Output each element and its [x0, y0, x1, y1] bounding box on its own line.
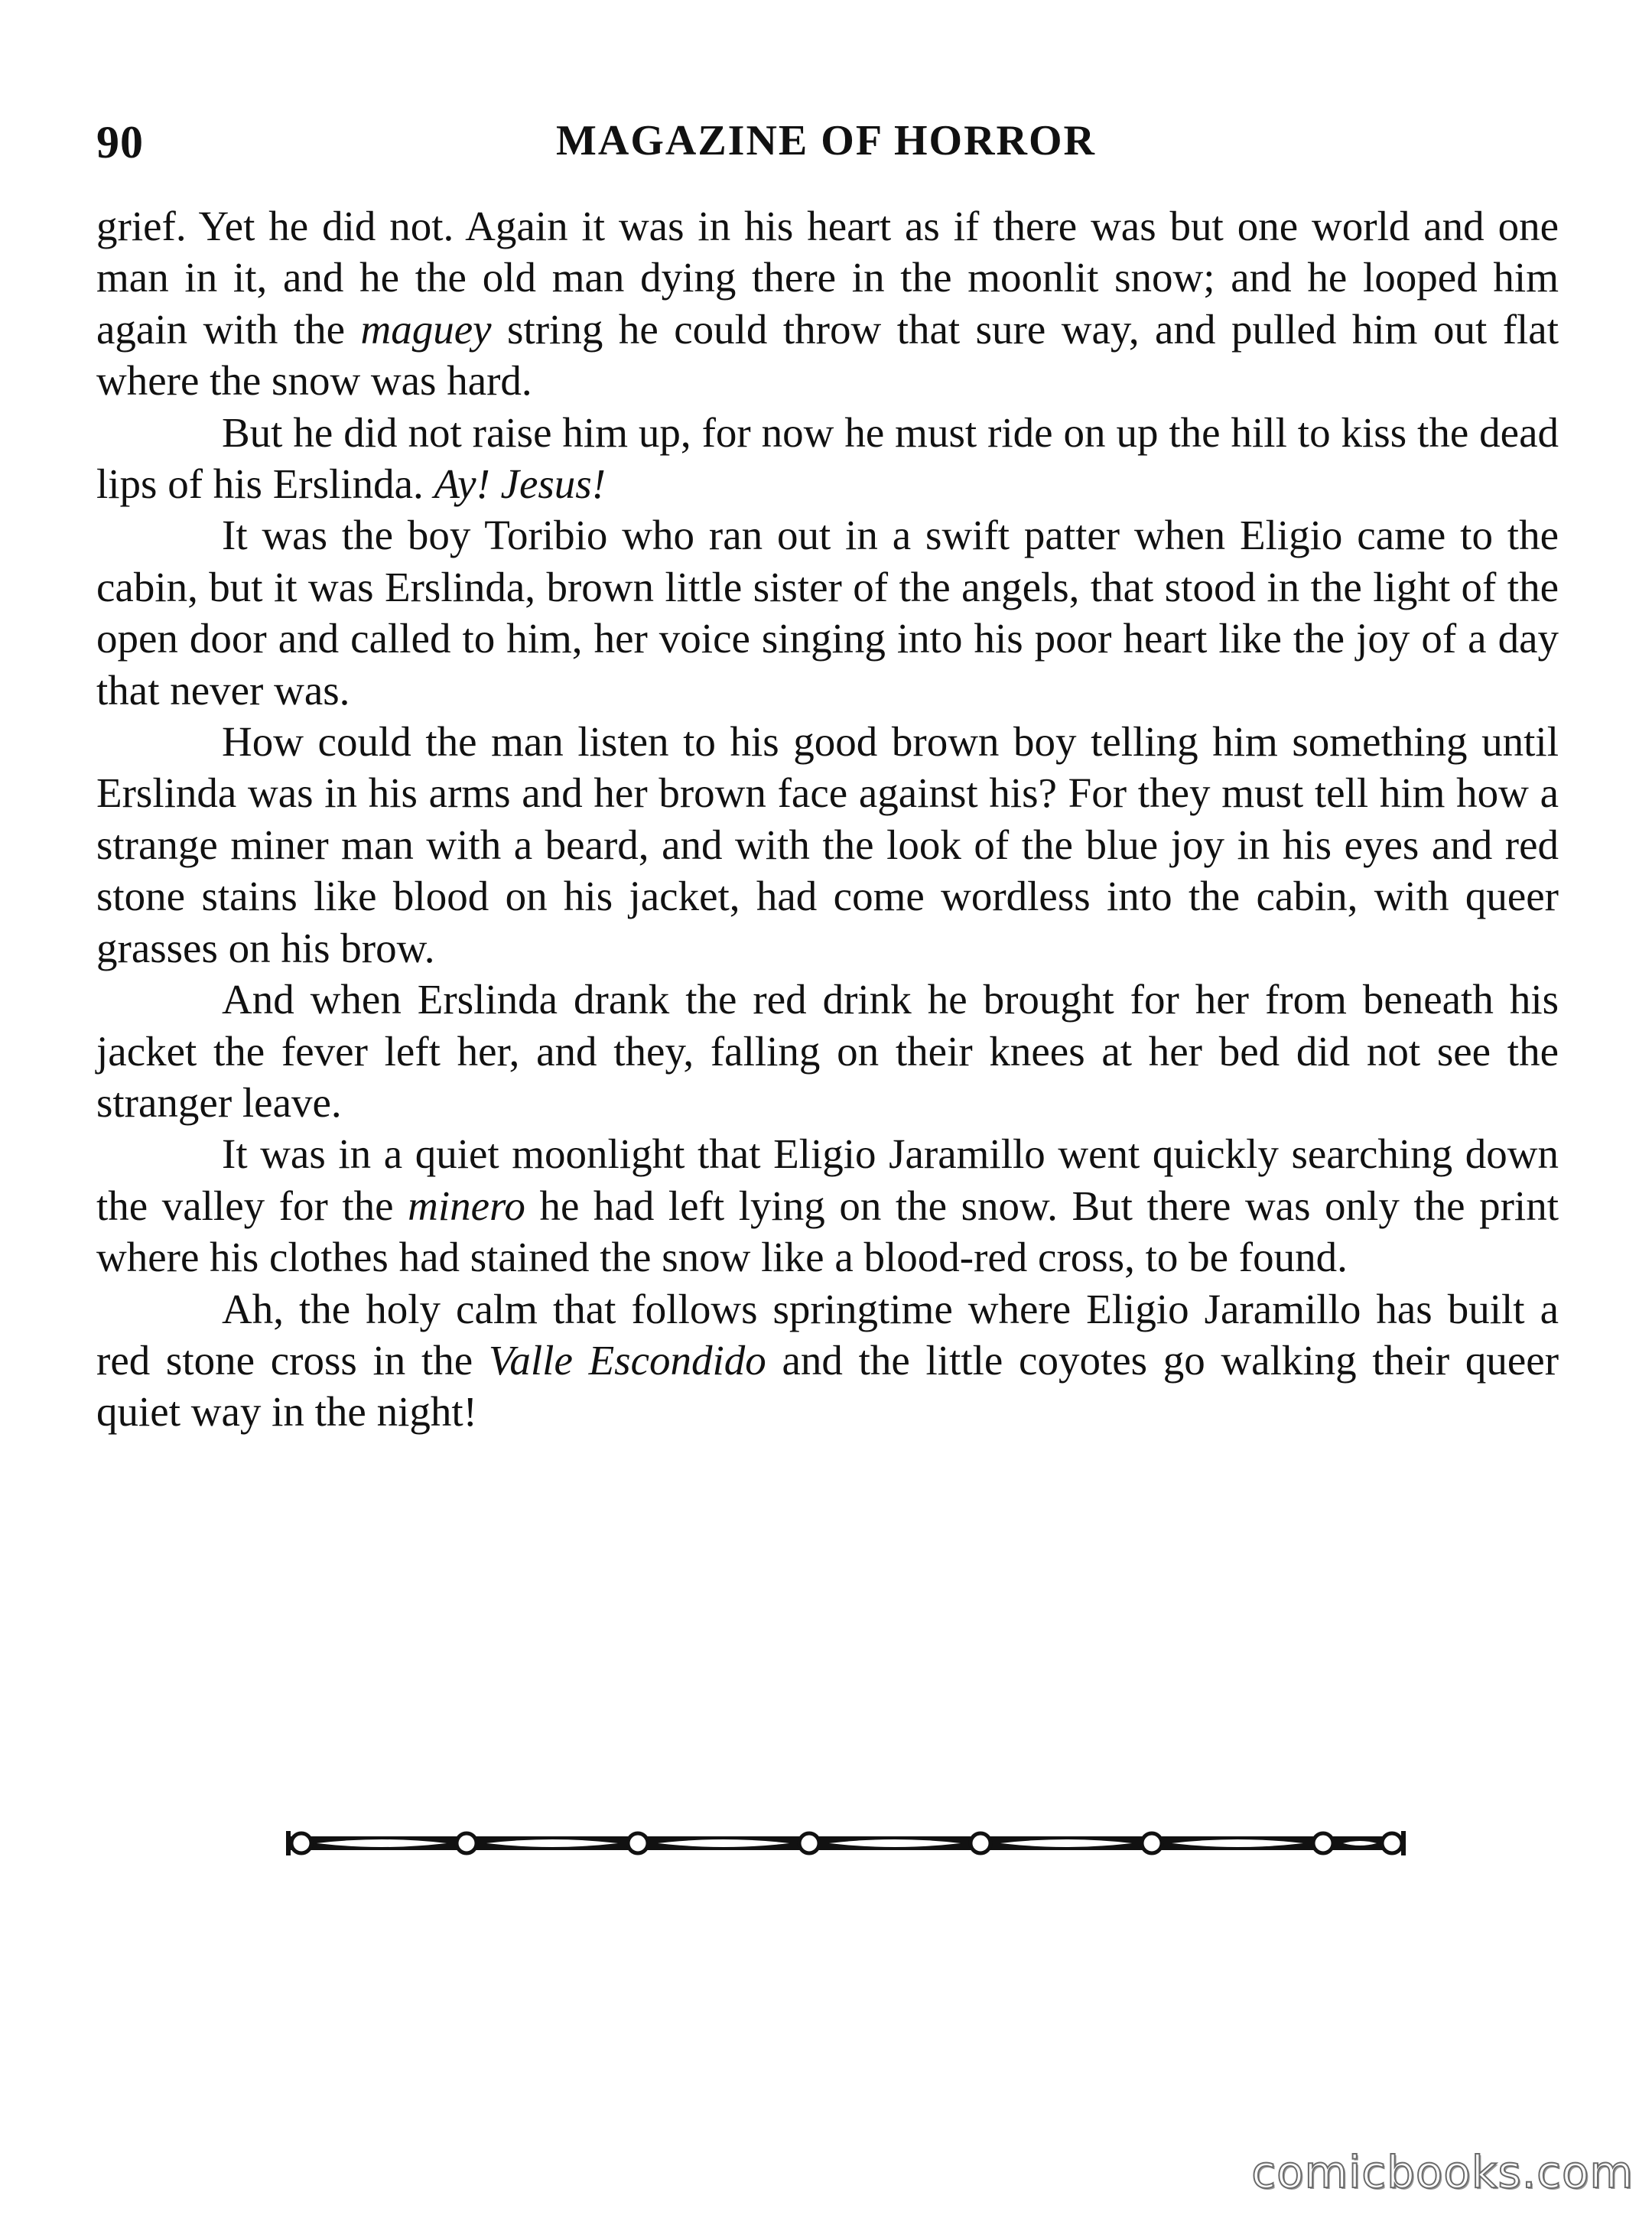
text-run: grief. Yet he did not. Again it was in his heart as if there was but one world and one man in it, and he the old man dying there in the moonlit snow; and he looped him again with the [96, 203, 1559, 353]
italic-text-run: maguey [360, 305, 492, 353]
page-number: 90 [96, 117, 144, 167]
text-run: It was the boy Toribio who ran out in a swift patter when Eligio came to the cabin, but it was Erslinda, brown little sister of the angels, that stood in the light of the open door and called to him, her voice singing into his poor heart like the joy of a day that never was. [96, 512, 1559, 714]
watermark: comicbooks.com [1251, 2146, 1634, 2198]
paragraph [96, 1128, 1559, 1283]
paragraph [96, 974, 1559, 1128]
italic-text-run: Ay! Jesus! [434, 460, 606, 508]
running-title: MAGAZINE OF HORROR [556, 117, 1096, 164]
text-run: It was in a quiet moonlight that Eligio Jaramillo went quickly searching down the valley for the [96, 1130, 1559, 1229]
paragraph [96, 407, 1559, 510]
text-run: and the little coyotes go walking their queer quiet way in the night! [96, 1336, 1559, 1436]
paragraph [96, 200, 1559, 407]
text-run: But he did not raise him up, for now he must ride on up the hill to kiss the dead lips of his Erslinda. [96, 408, 1559, 508]
chain-divider-ornament-icon [286, 1826, 1406, 1860]
italic-text-run: minero [408, 1182, 525, 1229]
text-run: How could the man listen to his good brown boy telling him something until Erslinda was in his arms and her brown face against his? For they must tell him how a strange miner man with a beard, and with the look of the blue joy in his eyes and red stone stains like blood on his jacket, had come wordless into the cabin, with queer grasses on his brow. [96, 718, 1559, 971]
text-run: And when Erslinda drank the red drink he brought for her from beneath his jacket the fever left her, and they, falling on their knees at her bed did not see the stranger leave. [96, 976, 1559, 1126]
text-run: string he could throw that sure way, and pulled him out flat where the snow was hard. [96, 305, 1559, 405]
story-text [96, 200, 1559, 1438]
text-run: he had left lying on the snow. But there was only the print where his clothes had stained the snow like a blood-red cross, to be found. [96, 1182, 1559, 1281]
text-run: Ah, the holy calm that follows springtime where Eligio Jaramillo has built a red stone cross in the [96, 1285, 1559, 1384]
paragraph [96, 509, 1559, 716]
paragraph [96, 1283, 1559, 1438]
italic-text-run: Valle Escondido [488, 1336, 766, 1384]
paragraph [96, 716, 1559, 974]
